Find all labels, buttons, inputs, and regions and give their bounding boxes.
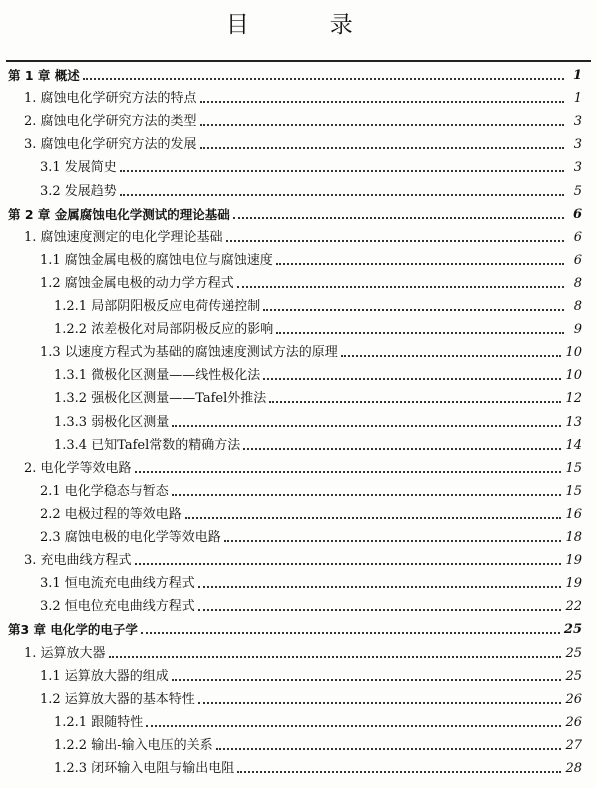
toc-entry[interactable] xyxy=(40,182,582,202)
toc-entry[interactable] xyxy=(24,112,582,132)
toc-entry[interactable] xyxy=(54,297,582,317)
toc-entry[interactable] xyxy=(40,574,582,594)
toc-entry-title: 第3 章 电化学的电子学 xyxy=(8,622,138,638)
dot-leader xyxy=(109,656,562,658)
dot-leader xyxy=(200,101,564,103)
toc-entry-page: 1 xyxy=(572,68,582,83)
toc-entry[interactable] xyxy=(24,135,582,155)
dot-leader xyxy=(83,78,564,80)
dot-leader xyxy=(172,679,562,681)
toc-entry[interactable] xyxy=(24,459,582,479)
toc-entry[interactable] xyxy=(54,366,582,386)
dot-leader xyxy=(224,540,562,542)
toc-entry-page: 6 xyxy=(573,252,582,268)
dot-leader xyxy=(185,517,562,519)
toc-entry-page: 16 xyxy=(565,506,582,522)
dot-leader xyxy=(198,702,562,704)
toc-entry-title: 1. 腐蚀速度测定的电化学理论基础 xyxy=(24,229,223,245)
toc-entry-title: 3.2 恒电位充电曲线方程式 xyxy=(40,599,195,615)
title-divider xyxy=(6,60,591,62)
toc-entry-title: 1.2 运算放大器的基本特性 xyxy=(40,691,195,707)
dot-leader xyxy=(135,471,562,473)
toc-entry-page: 6 xyxy=(573,229,582,245)
dot-leader xyxy=(237,286,564,288)
toc-entry-title: 第 2 章 金属腐蚀电化学测试的理论基础 xyxy=(8,206,230,222)
toc-entry-title: 1.2.3 闭环输入电阻与输出电阻 xyxy=(54,761,235,776)
toc-entry-page: 14 xyxy=(565,437,582,453)
toc-entry[interactable] xyxy=(40,690,582,710)
dot-leader xyxy=(243,448,561,450)
toc-entry-page: 15 xyxy=(565,460,582,476)
dot-leader xyxy=(341,355,562,357)
toc-entry-page: 3 xyxy=(573,137,582,153)
dot-leader xyxy=(226,240,564,242)
toc-entry-title: 2.3 腐蚀电极的电化学等效电路 xyxy=(40,530,221,545)
dot-leader xyxy=(216,748,562,750)
dot-leader xyxy=(120,194,564,196)
toc-entry[interactable] xyxy=(40,528,582,548)
toc-entry[interactable] xyxy=(54,713,582,733)
toc-entry-title: 1. 腐蚀电化学研究方法的特点 xyxy=(24,91,197,107)
toc-entry-title: 3. 腐蚀电化学研究方法的发展 xyxy=(24,137,197,153)
toc-entry[interactable] xyxy=(40,343,582,363)
dot-leader xyxy=(135,563,562,565)
dot-leader xyxy=(263,309,564,311)
toc-entry-title: 1.2 腐蚀金属电极的动力学方程式 xyxy=(40,275,234,291)
toc-entry-title: 3. 充电曲线方程式 xyxy=(24,553,132,569)
toc-entry-page: 9 xyxy=(573,322,582,338)
dot-leader xyxy=(269,401,561,403)
toc-entry-page: 19 xyxy=(565,553,582,569)
page-title: 目 录 xyxy=(225,12,390,38)
toc-entry-page: 6 xyxy=(572,206,582,222)
toc-entry-title: 3.2 发展趋势 xyxy=(40,183,117,199)
toc-entry-page: 26 xyxy=(565,691,582,707)
dot-leader xyxy=(200,124,564,126)
toc-entry[interactable] xyxy=(24,644,582,664)
toc-entry-title: 1.1 运算放大器的组成 xyxy=(40,668,169,684)
toc-entry-page: 13 xyxy=(565,414,582,430)
toc-entry-page: 25 xyxy=(563,622,582,638)
toc-entry[interactable] xyxy=(54,413,582,433)
toc-entry[interactable] xyxy=(24,228,582,248)
toc-entry[interactable] xyxy=(40,482,582,502)
toc-entry-page: 27 xyxy=(565,737,582,753)
dot-leader xyxy=(276,332,564,334)
toc-entry-page: 3 xyxy=(573,114,582,130)
toc-entry-title: 1.1 腐蚀金属电极的腐蚀电位与腐蚀速度 xyxy=(40,252,273,268)
toc-entry-page: 25 xyxy=(565,645,582,661)
toc-entry-title: 3.1 发展简史 xyxy=(40,160,117,176)
toc-entry[interactable] xyxy=(8,205,582,225)
dot-leader xyxy=(276,263,564,265)
toc-entry[interactable] xyxy=(54,436,582,456)
toc-entry-page: 5 xyxy=(573,183,582,199)
toc-entry[interactable] xyxy=(54,736,582,756)
dot-leader xyxy=(198,609,562,611)
toc-entry-page: 25 xyxy=(565,668,582,684)
dot-leader xyxy=(200,147,564,149)
toc-entry-page: 12 xyxy=(565,391,582,407)
toc-entry[interactable] xyxy=(54,759,582,779)
toc-entry-title: 1.2.1 局部阴阳极反应电荷传递控制 xyxy=(54,299,261,314)
toc-entry-title: 1.3.1 微极化区测量——线性极化法 xyxy=(54,368,261,384)
toc-entry-page: 10 xyxy=(565,345,582,361)
toc-entry-title: 第 1 章 概述 xyxy=(8,68,80,83)
toc-entry-page: 1 xyxy=(573,91,582,107)
toc-entry-title: 3.1 恒电流充电曲线方程式 xyxy=(40,576,195,592)
toc-entry-page: 22 xyxy=(565,599,582,615)
dot-leader xyxy=(146,725,561,727)
toc-entry[interactable] xyxy=(40,274,582,294)
toc-entry[interactable] xyxy=(40,158,582,178)
dot-leader xyxy=(198,586,562,588)
toc-entry[interactable] xyxy=(40,597,582,617)
toc-entry-page: 10 xyxy=(565,368,582,384)
toc-entry-title: 2. 腐蚀电化学研究方法的类型 xyxy=(24,114,197,130)
toc-entry[interactable] xyxy=(40,667,582,687)
toc-entry-page: 3 xyxy=(573,160,582,176)
toc-entry-title: 1.3.2 强极化区测量——Tafel外推法 xyxy=(54,391,267,407)
toc-entry-page: 8 xyxy=(573,275,582,291)
dot-leader xyxy=(233,217,564,219)
dot-leader xyxy=(237,771,561,773)
toc-entry[interactable] xyxy=(40,505,582,525)
toc-entry-title: 1.3.3 弱极化区测量 xyxy=(54,414,170,430)
toc-entry[interactable] xyxy=(40,251,582,271)
toc-entry-title: 2.1 电化学稳态与暂态 xyxy=(40,483,169,499)
toc-entry-title: 1.3 以速度方程式为基础的腐蚀速度测试方法的原理 xyxy=(40,345,338,361)
toc-entry-title: 1.2.1 跟随特性 xyxy=(54,714,144,730)
toc-entry-title: 1.3.4 已知Tafel常数的精确方法 xyxy=(54,437,241,453)
toc-entry-title: 1.2.2 浓差极化对局部阴极反应的影响 xyxy=(54,322,274,338)
toc-entry-page: 18 xyxy=(565,530,582,545)
toc-entry-page: 28 xyxy=(565,761,582,776)
toc-entry[interactable] xyxy=(24,551,582,571)
dot-leader xyxy=(141,632,560,634)
dot-leader xyxy=(172,425,561,427)
dot-leader xyxy=(263,378,561,380)
dot-leader xyxy=(120,170,564,172)
toc-entry[interactable] xyxy=(54,320,582,340)
toc-entry-title: 1. 运算放大器 xyxy=(24,645,106,661)
toc-entry-title: 2. 电化学等效电路 xyxy=(24,460,132,476)
toc-entry[interactable] xyxy=(8,66,582,86)
toc-entry[interactable] xyxy=(54,389,582,409)
toc-entry-page: 8 xyxy=(573,299,582,314)
dot-leader xyxy=(172,494,562,496)
toc-entry-page: 26 xyxy=(565,714,582,730)
toc-entry-page: 15 xyxy=(565,483,582,499)
toc-entry[interactable] xyxy=(24,89,582,109)
toc-entry-page: 19 xyxy=(565,576,582,592)
toc-entry[interactable] xyxy=(8,620,582,640)
toc-entry-title: 1.2.2 输出-输入电压的关系 xyxy=(54,737,213,753)
toc-entry-title: 2.2 电极过程的等效电路 xyxy=(40,506,182,522)
